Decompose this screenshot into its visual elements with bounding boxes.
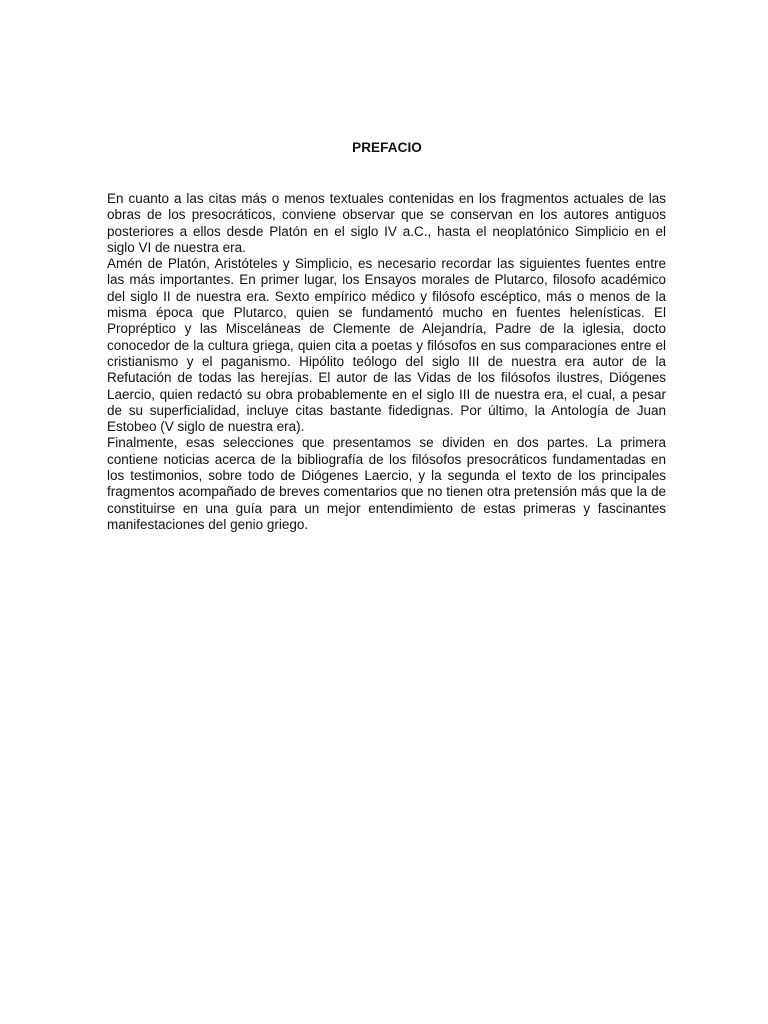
paragraph-1: En cuanto a las citas más o menos textuales contenidas en los fragmentos actuales de las obras de los presocráticos, conviene observar que se conservan en los autores antiguos posteriores a ellos desde Platón en el siglo IV a.C., hasta el neoplatónico Simplicio en el siglo VI de nuestra era. bbox=[107, 191, 666, 255]
document-title: PREFACIO bbox=[352, 140, 422, 155]
paragraph-3: Finalmente, esas selecciones que presentamos se dividen en dos partes. La primera contiene noticias acerca de la bibliografía de los filósofos presocráticos fundamentadas en los testimonios, sobre todo de Diógenes Laercio, y la segunda el texto de los principales fragmentos acompañado de breves comentarios que no tienen otra pretensión más que la de constituirse en una guía para un mejor entendimiento de estas primeras y fascinantes manifestaciones del genio griego. bbox=[107, 435, 666, 532]
document-body bbox=[107, 191, 666, 533]
paragraph-2: Amén de Platón, Aristóteles y Simplicio, es necesario recordar las siguientes fuentes entre las más importantes. En primer lugar, los Ensayos morales de Plutarco, filosofo académico del siglo II de nuestra era. Sexto empírico médico y filósofo escéptico, más o menos de la misma época que Plutarco, quien se fundamentó mucho en fuentes helenísticas. El Propréptico y las Misceláneas de Clemente de Alejandría, Padre de la iglesia, docto conocedor de la cultura griega, quien cita a poetas y filósofos en sus comparaciones entre el cristianismo y el paganismo. Hipólito teólogo del siglo III de nuestra era autor de la Refutación de todas las herejías. El autor de las Vidas de los filósofos ilustres, Diógenes Laercio, quien redactó su obra probablemente en el siglo III de nuestra era, el cual, a pesar de su superficialidad, incluye citas bastante fidedignas. Por último, la Antología de Juan Estobeo (V siglo de nuestra era). bbox=[107, 256, 666, 435]
